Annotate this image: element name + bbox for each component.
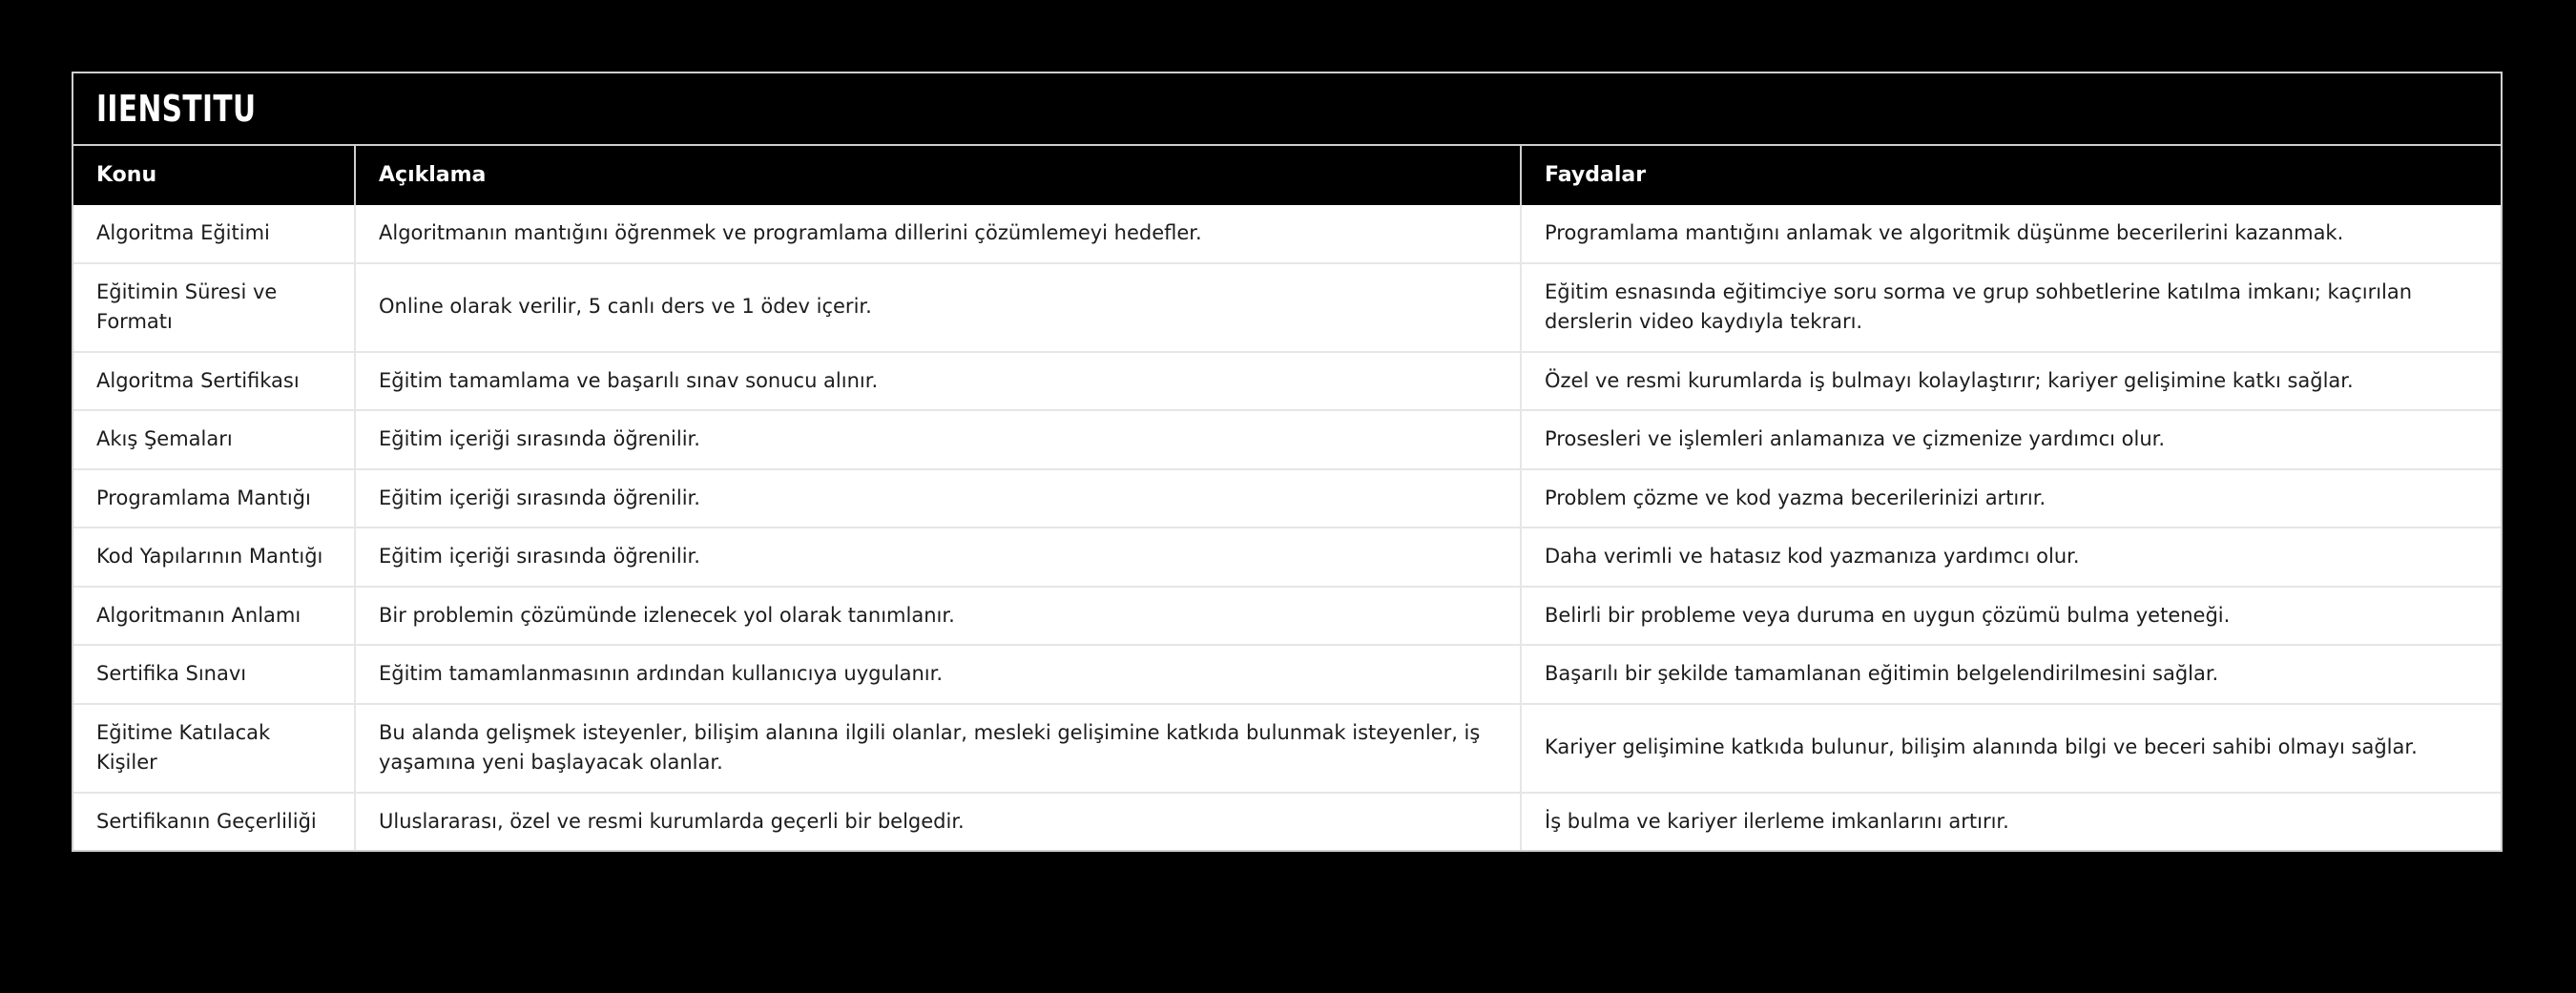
cell-faydalar: Eğitim esnasında eğitimciye soru sorma ve grup sohbetlerine katılma imkanı; kaçırılan derslerin video kaydıyla tekrarı. [1521, 263, 2501, 352]
cell-konu: Programlama Mantığı [73, 469, 355, 528]
cell-konu: Algoritmanın Anlamı [73, 587, 355, 646]
table-row [73, 645, 2501, 704]
cell-konu: Kod Yapılarının Mantığı [73, 528, 355, 587]
cell-aciklama: Eğitim içeriği sırasında öğrenilir. [355, 410, 1521, 469]
cell-faydalar: Programlama mantığını anlamak ve algoritmik düşünme becerilerini kazanmak. [1521, 205, 2501, 263]
cell-aciklama: Online olarak verilir, 5 canlı ders ve 1 ödev içerir. [355, 263, 1521, 352]
brand-title-band [73, 73, 2501, 146]
cell-aciklama: Uluslararası, özel ve resmi kurumlarda geçerli bir belgedir. [355, 793, 1521, 851]
table-row [73, 352, 2501, 411]
cell-faydalar: Daha verimli ve hatasız kod yazmanıza yardımcı olur. [1521, 528, 2501, 587]
table-row [73, 793, 2501, 851]
cell-konu: Akış Şemaları [73, 410, 355, 469]
table-row [73, 528, 2501, 587]
table-row [73, 704, 2501, 793]
table-body [73, 205, 2501, 850]
cell-aciklama: Eğitim içeriği sırasında öğrenilir. [355, 469, 1521, 528]
info-table-frame [72, 72, 2503, 852]
cell-aciklama: Eğitim tamamlanmasının ardından kullanıcıya uygulanır. [355, 645, 1521, 704]
cell-faydalar: Prosesleri ve işlemleri anlamanıza ve çizmenize yardımcı olur. [1521, 410, 2501, 469]
table-row [73, 263, 2501, 352]
cell-aciklama: Eğitim içeriği sırasında öğrenilir. [355, 528, 1521, 587]
table-row [73, 205, 2501, 263]
cell-faydalar: Başarılı bir şekilde tamamlanan eğitimin belgelendirilmesini sağlar. [1521, 645, 2501, 704]
column-header-aciklama: Açıklama [355, 146, 1521, 205]
cell-aciklama: Algoritmanın mantığını öğrenmek ve programlama dillerini çözümlemeyi hedefler. [355, 205, 1521, 263]
cell-konu: Sertifika Sınavı [73, 645, 355, 704]
cell-konu: Algoritma Sertifikası [73, 352, 355, 411]
column-header-konu: Konu [73, 146, 355, 205]
cell-faydalar: Kariyer gelişimine katkıda bulunur, bilişim alanında bilgi ve beceri sahibi olmayı sağlar. [1521, 704, 2501, 793]
info-table [73, 146, 2501, 850]
cell-faydalar: Problem çözme ve kod yazma becerilerinizi artırır. [1521, 469, 2501, 528]
table-row [73, 587, 2501, 646]
cell-konu: Eğitime Katılacak Kişiler [73, 704, 355, 793]
cell-konu: Algoritma Eğitimi [73, 205, 355, 263]
cell-konu: Eğitimin Süresi ve Formatı [73, 263, 355, 352]
cell-faydalar: Özel ve resmi kurumlarda iş bulmayı kolaylaştırır; kariyer gelişimine katkı sağlar. [1521, 352, 2501, 411]
cell-aciklama: Eğitim tamamlama ve başarılı sınav sonucu alınır. [355, 352, 1521, 411]
cell-aciklama: Bir problemin çözümünde izlenecek yol olarak tanımlanır. [355, 587, 1521, 646]
table-header [73, 146, 2501, 205]
column-header-faydalar: Faydalar [1521, 146, 2501, 205]
cell-aciklama: Bu alanda gelişmek isteyenler, bilişim alanına ilgili olanlar, mesleki gelişimine katkıda bulunmak isteyenler, iş yaşamına yeni başlayacak olanlar. [355, 704, 1521, 793]
cell-faydalar: İş bulma ve kariyer ilerleme imkanlarını artırır. [1521, 793, 2501, 851]
brand-title: IIENSTITU [96, 88, 257, 130]
table-row [73, 469, 2501, 528]
table-header-row [73, 146, 2501, 205]
cell-konu: Sertifikanın Geçerliliği [73, 793, 355, 851]
table-row [73, 410, 2501, 469]
cell-faydalar: Belirli bir probleme veya duruma en uygun çözümü bulma yeteneği. [1521, 587, 2501, 646]
